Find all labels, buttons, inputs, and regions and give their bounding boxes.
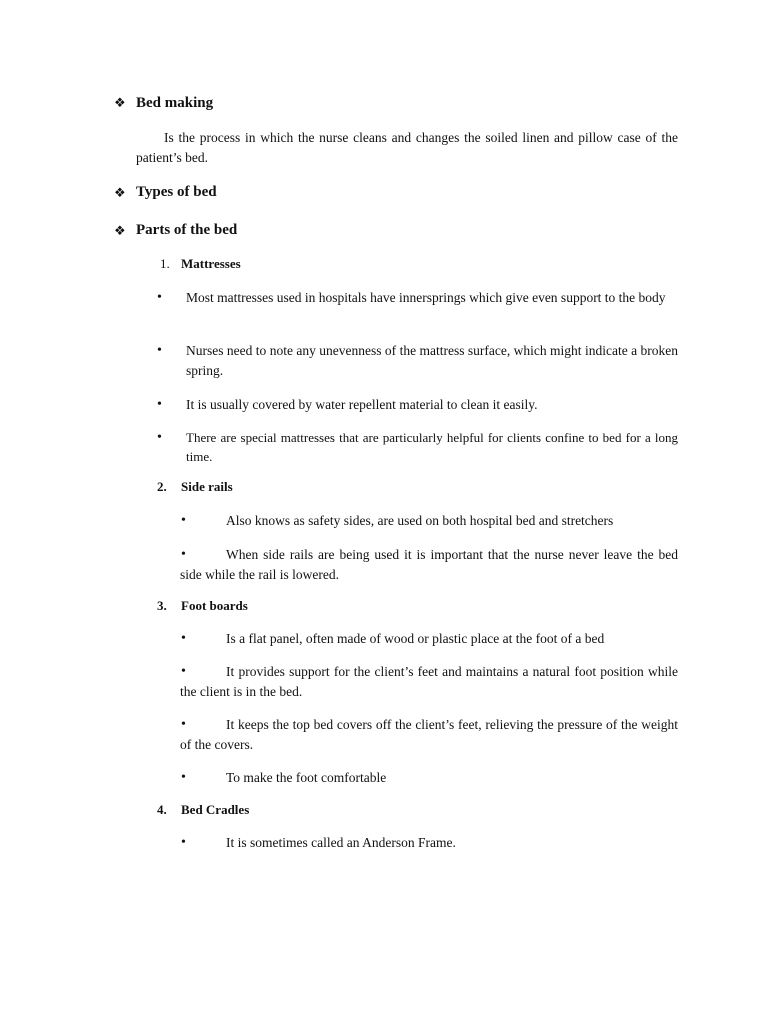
list-item: Also knows as safety sides, are used on both hospital bed and stretchers <box>226 513 614 528</box>
bullet-icon: • <box>157 430 162 445</box>
section-title-parts-of-bed: Parts of the bed <box>136 222 238 238</box>
list-number: 1. <box>160 256 170 271</box>
list-item: Most mattresses used in hospitals have innersprings which give even support to the body <box>186 290 666 305</box>
part-title-side-rails: Side rails <box>181 479 233 494</box>
bullet-icon: • <box>181 664 186 679</box>
list-item: Is a flat panel, often made of wood or plastic place at the foot of a bed <box>226 631 605 646</box>
bullet-icon: • <box>181 835 186 850</box>
bullet-icon: • <box>181 717 186 732</box>
list-item: Nurses need to note any unevenness of the mattress surface, which might indicate a broken spring. <box>186 343 678 378</box>
bullet-icon: • <box>181 547 186 562</box>
bullet-icon: • <box>157 397 162 412</box>
section-title-types-of-bed: Types of bed <box>136 184 217 200</box>
bullet-icon: • <box>181 631 186 646</box>
list-item: It provides support for the client’s feet and maintains a natural foot position while the client is in the bed. <box>180 664 678 699</box>
list-item: To make the foot comfortable <box>226 770 387 785</box>
diamond-bullet-icon: ❖ <box>114 185 126 200</box>
diamond-bullet-icon: ❖ <box>114 223 126 238</box>
list-number: 4. <box>157 802 167 817</box>
list-item: It is sometimes called an Anderson Frame. <box>226 835 456 850</box>
part-title-foot-boards: Foot boards <box>181 598 248 613</box>
list-item: It keeps the top bed covers off the client’s feet, relieving the pressure of the weight of the covers. <box>180 717 678 752</box>
bullet-icon: • <box>157 343 162 358</box>
part-title-bed-cradles: Bed Cradles <box>181 802 250 817</box>
bullet-icon: • <box>181 513 186 528</box>
list-number: 3. <box>157 598 167 613</box>
list-item: When side rails are being used it is important that the nurse never leave the bed side while the rail is lowered. <box>180 547 678 582</box>
intro-paragraph: Is the process in which the nurse cleans and changes the soiled linen and pillow case of the patient’s bed. <box>136 130 678 165</box>
list-number: 2. <box>157 479 167 494</box>
section-title-bed-making: Bed making <box>136 95 214 111</box>
part-title-mattresses: Mattresses <box>181 256 241 271</box>
diamond-bullet-icon: ❖ <box>114 95 126 110</box>
bullet-icon: • <box>181 770 186 785</box>
list-item: There are special mattresses that are particularly helpful for clients confine to bed for a long time. <box>186 430 678 464</box>
bullet-icon: • <box>157 290 162 305</box>
list-item: It is usually covered by water repellent material to clean it easily. <box>186 397 538 412</box>
